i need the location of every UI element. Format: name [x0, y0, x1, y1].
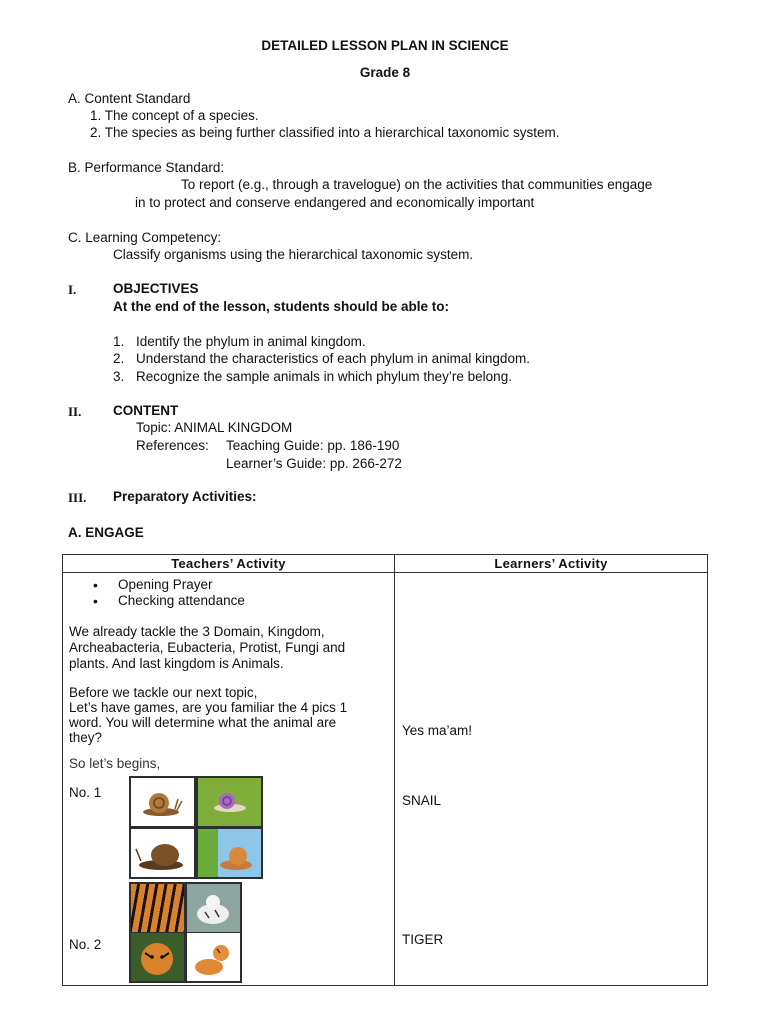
learner-answer-snail: SNAIL	[402, 793, 442, 808]
engage-heading: A. ENGAGE	[68, 525, 144, 540]
objective-number-1: 1.	[113, 334, 125, 349]
objective-text-2: Understand the characteristics of each phylum in animal kingdom.	[136, 351, 530, 366]
performance-standard-line-2: in to protect and conserve endangered and economically important	[135, 195, 535, 210]
learners-guide-ref: Learner’s Guide: pp. 266-272	[226, 456, 402, 471]
learners-activity-header: Learners’ Activity	[395, 555, 708, 573]
learner-answer-yes: Yes ma’am!	[402, 723, 473, 738]
teacher-game-line-2: Let’s have games, are you familiar the 4 pics 1	[69, 700, 348, 715]
bullet-icon: •	[93, 577, 98, 593]
tiger-photo-4	[187, 933, 240, 981]
content-standard-heading: A. Content Standard	[68, 91, 191, 106]
learner-answer-tiger: TIGER	[402, 932, 444, 947]
bullet-icon: •	[93, 593, 98, 609]
performance-standard-heading: B. Performance Standard:	[68, 160, 225, 175]
objectives-intro: At the end of the lesson, students should be able to:	[113, 299, 450, 314]
document-title: DETAILED LESSON PLAN IN SCIENCE	[261, 38, 509, 53]
question-1-label: No. 1	[69, 785, 102, 800]
snail-photo-2	[198, 778, 261, 826]
snail-photo-3	[131, 829, 194, 877]
preparatory-numeral: III.	[68, 490, 87, 505]
content-topic: Topic: ANIMAL KINGDOM	[136, 420, 293, 435]
preparatory-heading: Preparatory Activities:	[113, 489, 257, 504]
question-2-label: No. 2	[69, 937, 102, 952]
teachers-activity-header: Teachers’ Activity	[63, 555, 395, 573]
engage-activity-table	[62, 554, 708, 986]
teacher-bullet-checking-attendance: Checking attendance	[118, 593, 245, 608]
tiger-photo-1	[131, 884, 184, 932]
grade-label: Grade 8	[359, 65, 411, 80]
teachers-activity-cell	[63, 573, 395, 986]
teacher-recap-line-1: We already tackle the 3 Domain, Kingdom,	[69, 624, 325, 639]
content-heading: CONTENT	[113, 403, 179, 418]
teaching-guide-ref: Teaching Guide: pp. 186-190	[226, 438, 400, 453]
tiger-photo-2	[187, 884, 240, 932]
objective-text-1: Identify the phylum in animal kingdom.	[136, 334, 366, 349]
objectives-numeral: I.	[68, 282, 77, 297]
learning-competency-text: Classify organisms using the hierarchical taxonomic system.	[113, 247, 474, 262]
objective-text-3: Recognize the sample animals in which phylum they’re belong.	[136, 369, 512, 384]
objective-number-3: 3.	[113, 369, 125, 384]
teacher-recap-line-3: plants. And last kingdom is Animals.	[69, 656, 284, 671]
teacher-game-line-1: Before we tackle our next topic,	[69, 685, 258, 700]
tiger-picture-grid	[129, 882, 242, 983]
teacher-bullet-opening-prayer: Opening Prayer	[118, 577, 213, 592]
snail-photo-1	[131, 778, 194, 826]
content-standard-item-2: 2. The species as being further classified into a hierarchical taxonomic system.	[90, 125, 560, 140]
teacher-begin-line: So let’s begins,	[69, 756, 161, 771]
performance-standard-line-1: To report (e.g., through a travelogue) on the activities that communities engage	[181, 177, 653, 192]
objective-number-2: 2.	[113, 351, 125, 366]
learners-activity-cell	[395, 573, 708, 986]
learning-competency-heading: C. Learning Competency:	[68, 230, 222, 245]
snail-picture-grid	[129, 776, 263, 879]
snail-photo-4	[198, 829, 261, 877]
teacher-recap-line-2: Archeabacteria, Eubacteria, Protist, Fungi and	[69, 640, 346, 655]
teacher-game-line-3: word. You will determine what the animal are	[69, 715, 337, 730]
references-label: References:	[136, 438, 209, 453]
teacher-game-line-4: they?	[69, 730, 103, 745]
content-standard-item-1: 1. The concept of a species.	[90, 108, 259, 123]
objectives-heading: OBJECTIVES	[113, 281, 199, 296]
tiger-photo-3	[131, 933, 184, 981]
content-numeral: II.	[68, 404, 82, 419]
